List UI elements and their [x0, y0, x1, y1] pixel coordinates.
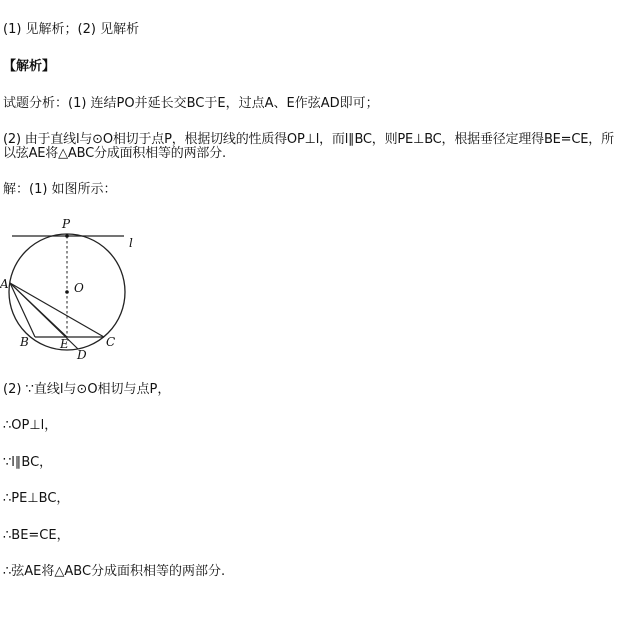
- answer-line: (1) 见解析；(2) 见解析: [3, 22, 140, 37]
- proof-step-1: (2) ∵直线l与⊙O相切与点P，: [3, 382, 171, 397]
- label-b: B: [20, 335, 29, 349]
- label-o: O: [74, 281, 84, 295]
- solution-step-1: 解：(1) 如图所示：: [3, 182, 117, 197]
- section-title: 【解析】: [3, 59, 56, 74]
- proof-step-4: ∴PE⊥BC，: [3, 491, 70, 506]
- point-p: [65, 234, 69, 238]
- point-o: [65, 290, 69, 294]
- label-e: E: [60, 337, 69, 351]
- label-a: A: [0, 277, 9, 291]
- analysis-step-2: (2) 由于直线l与⊙O相切于点P，根据切线的性质得OP⊥l，而l∥BC，则PE⊥BC，根据垂径定理得BE=CE，所以弦AE将△ABC分成面积相等的两部分.: [3, 132, 614, 161]
- proof-step-3: ∵l∥BC，: [3, 455, 53, 470]
- proof-step-2: ∴OP⊥l，: [3, 418, 58, 433]
- proof-step-5: ∴BE=CE，: [3, 528, 70, 543]
- label-l: l: [129, 236, 133, 250]
- proof-step-6: ∴弦AE将△ABC分成面积相等的两部分.: [3, 564, 226, 579]
- label-d: D: [77, 348, 87, 360]
- label-p: P: [62, 217, 71, 231]
- geometry-figure: [0, 210, 150, 360]
- label-c: C: [106, 335, 116, 349]
- analysis-step-1: 试题分析：(1) 连结PO并延长交BC于E，过点A、E作弦AD即可；: [3, 96, 379, 111]
